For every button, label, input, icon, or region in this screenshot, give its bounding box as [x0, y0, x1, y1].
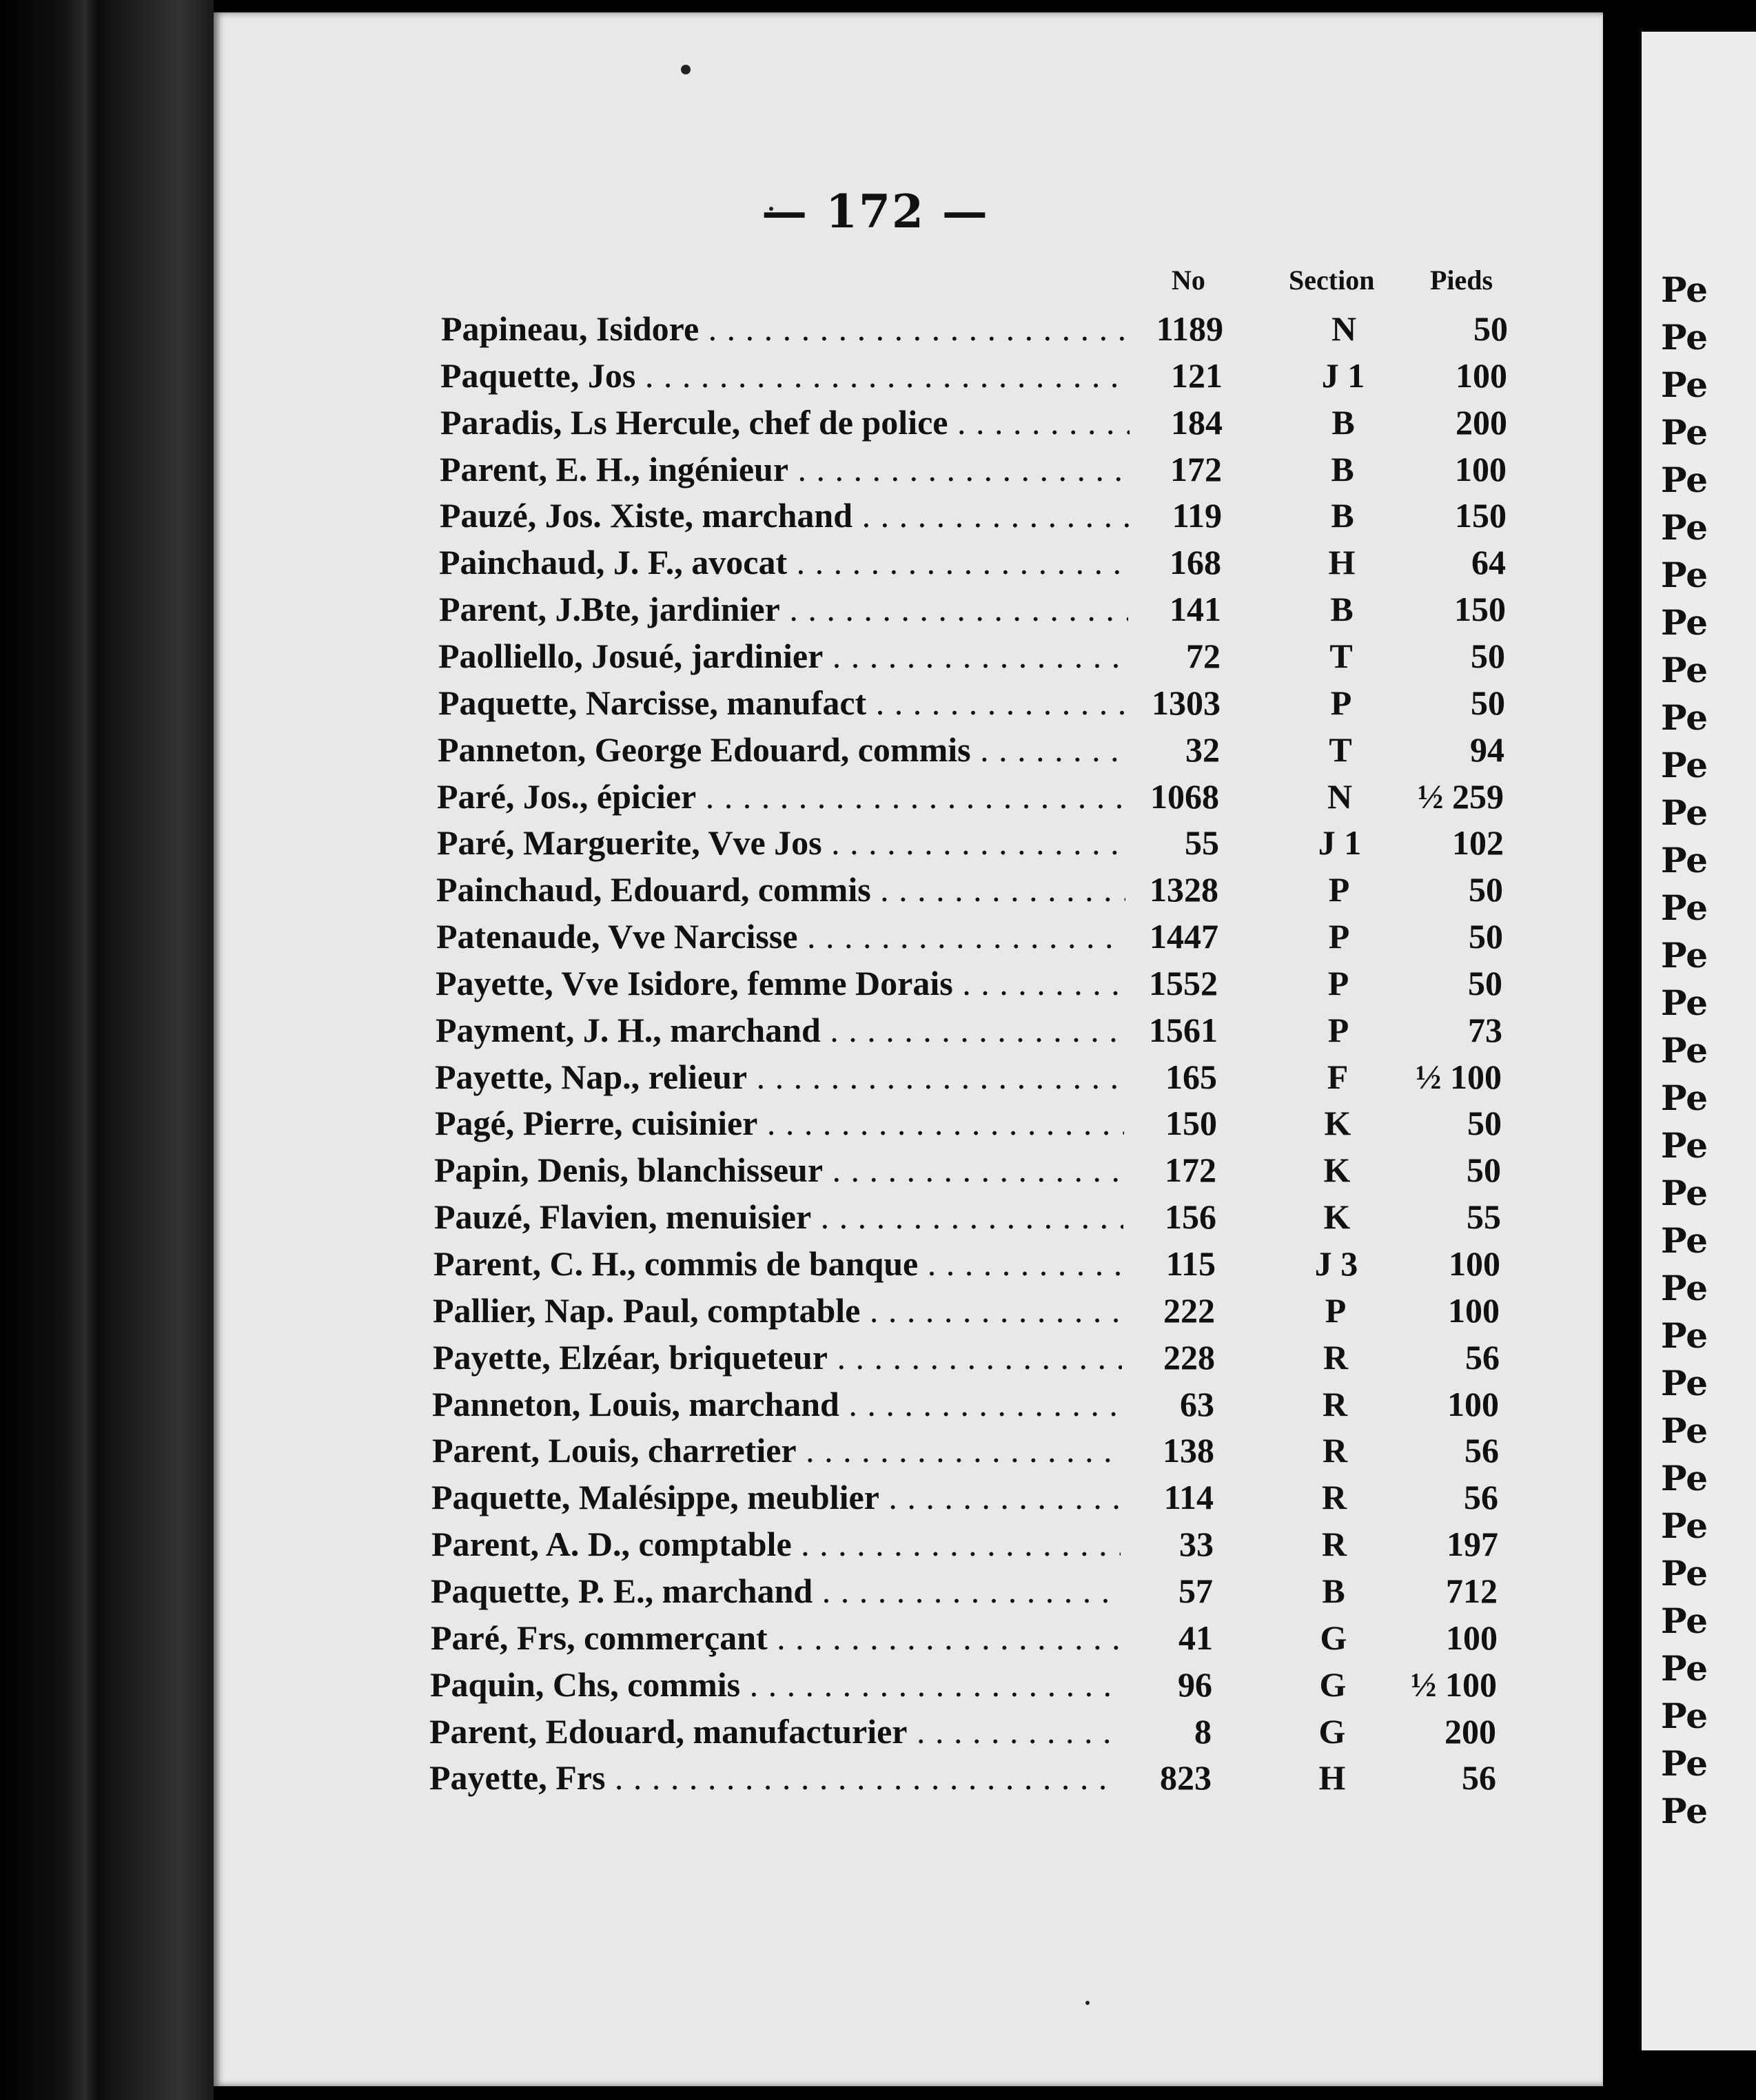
facing-page-fragment: Pe	[1661, 602, 1708, 643]
entry-section: R	[1323, 1337, 1349, 1377]
entry-number: 1189	[1156, 309, 1223, 348]
entry-name	[435, 1055, 1124, 1100]
leader-dots	[918, 1244, 1123, 1283]
facing-page-fragment: Pe	[1661, 1125, 1708, 1166]
entry-name	[436, 914, 1125, 959]
entry-number: 119	[1172, 496, 1222, 535]
entry-name	[431, 1569, 1120, 1614]
entry-name	[429, 1709, 1119, 1754]
entry-name-text: Painchaud, Edouard, commis	[436, 870, 871, 909]
table-row	[0, 867, 1603, 914]
table-row	[0, 634, 1603, 681]
entry-name	[438, 634, 1127, 679]
leader-dots	[747, 1058, 1124, 1096]
table-row	[0, 587, 1603, 634]
entry-pieds: 56	[1464, 1478, 1498, 1517]
entry-name	[441, 307, 1130, 351]
entry-section: T	[1329, 636, 1353, 675]
entry-section: R	[1322, 1431, 1348, 1470]
facing-page-fragment: Pe	[1661, 1268, 1708, 1308]
entry-pieds: 150	[1455, 496, 1507, 535]
table-row	[0, 1008, 1603, 1055]
table-row	[0, 1709, 1603, 1756]
entry-name-text: Paquette, Jos	[440, 356, 636, 395]
entry-number: 55	[1185, 823, 1219, 863]
entry-pieds: 100	[1455, 449, 1507, 488]
leader-dots	[853, 496, 1129, 535]
entry-name-text: Paradis, Ls Hercule, chef de police	[440, 402, 948, 442]
entry-name-text: Panneton, George Edouard, commis	[438, 730, 971, 769]
facing-page-fragment: Pe	[1661, 1458, 1708, 1499]
entry-name	[438, 681, 1127, 725]
entry-name-text: Paquin, Chs, commis	[430, 1665, 741, 1704]
facing-page-fragment: Pe	[1661, 364, 1708, 405]
entry-pieds: 50	[1471, 683, 1505, 722]
entry-name	[432, 1382, 1121, 1427]
leader-dots	[948, 403, 1130, 442]
table-row	[0, 307, 1603, 353]
entry-pieds: 50	[1469, 870, 1503, 909]
table-row	[0, 1522, 1603, 1569]
entry-pieds: 100	[1456, 356, 1507, 395]
leader-dots	[866, 683, 1127, 722]
table-row	[0, 774, 1603, 821]
facing-page-fragment: Pe	[1661, 650, 1708, 690]
entry-number: 57	[1178, 1571, 1213, 1610]
entry-number: 96	[1178, 1665, 1212, 1704]
entry-section: J 3	[1314, 1244, 1358, 1283]
entry-pieds: 100	[1449, 1244, 1500, 1283]
entry-number: 114	[1163, 1478, 1214, 1517]
leader-dots	[740, 1665, 1119, 1704]
entry-section: B	[1331, 496, 1354, 535]
facing-page-fragment: Pe	[1661, 1553, 1708, 1594]
facing-page-fragment: Pe	[1661, 1410, 1708, 1451]
entry-number: 41	[1178, 1618, 1213, 1657]
entry-name	[431, 1522, 1121, 1567]
table-row	[0, 821, 1603, 867]
facing-page-fragment: Pe	[1661, 887, 1708, 928]
entry-name-text: Pauzé, Flavien, menuisier	[434, 1197, 812, 1237]
entry-name-text: Panneton, Louis, marchand	[432, 1384, 839, 1423]
entry-section: P	[1330, 683, 1352, 722]
entry-section: R	[1321, 1478, 1347, 1517]
entry-section: B	[1322, 1571, 1345, 1610]
table-row	[0, 1382, 1603, 1429]
entry-name	[431, 1616, 1120, 1660]
page-number: — 172 —	[762, 185, 989, 238]
table-row	[0, 681, 1603, 728]
table-row	[0, 1148, 1603, 1195]
entry-pieds: ½ 259	[1418, 776, 1504, 816]
entry-name	[433, 1242, 1123, 1286]
ink-speck	[681, 65, 691, 74]
leader-dots	[757, 1104, 1124, 1142]
entry-name-text: Patenaude, Vve Narcisse	[436, 917, 798, 956]
entry-name-text: Parent, A. D., comptable	[431, 1525, 792, 1564]
facing-page-fragment: Pe	[1661, 412, 1708, 453]
entry-pieds: 102	[1452, 823, 1504, 863]
entry-number: 150	[1165, 1104, 1217, 1143]
entry-section: K	[1324, 1104, 1351, 1143]
entry-pieds: ½ 100	[1416, 1057, 1502, 1096]
leader-dots	[811, 1197, 1123, 1236]
entry-name	[431, 1475, 1121, 1520]
entry-name-text: Parent, Edouard, manufacturier	[429, 1711, 908, 1751]
facing-page-fragment: Pe	[1661, 317, 1708, 358]
entry-name-text: Painchaud, J. F., avocat	[439, 543, 788, 582]
entry-pieds: 100	[1448, 1290, 1500, 1330]
entry-number: 1552	[1149, 963, 1218, 1002]
entry-name	[436, 961, 1125, 1006]
entry-number: 121	[1171, 356, 1223, 395]
facing-page-fragment: Pe	[1661, 792, 1708, 833]
entry-name	[436, 1008, 1125, 1053]
entry-name	[440, 353, 1130, 398]
column-header-section: Section	[1289, 265, 1375, 296]
leader-dots	[907, 1712, 1119, 1751]
table-row	[0, 961, 1603, 1008]
entry-section: H	[1328, 543, 1356, 582]
ink-speck	[1085, 2001, 1090, 2005]
entry-pieds: 56	[1464, 1431, 1499, 1470]
facing-page-fragment: Pe	[1661, 1173, 1708, 1213]
table-row	[0, 1288, 1603, 1335]
entry-pieds: 55	[1467, 1197, 1501, 1237]
entry-pieds: 50	[1467, 1104, 1502, 1143]
entry-section: P	[1328, 870, 1350, 909]
leader-dots	[971, 730, 1127, 769]
leader-dots	[792, 1525, 1121, 1563]
entry-pieds: 73	[1468, 1010, 1502, 1049]
entry-name	[439, 540, 1128, 585]
entry-name-text: Payette, Frs	[429, 1758, 606, 1798]
leader-dots	[823, 1151, 1123, 1189]
column-header-pieds: Pieds	[1430, 265, 1493, 296]
entry-section: B	[1330, 590, 1354, 629]
entry-section: N	[1331, 309, 1357, 348]
table-row	[0, 400, 1603, 447]
entry-pieds: 150	[1454, 590, 1506, 629]
entry-pieds: 50	[1473, 309, 1508, 348]
table-row	[0, 1616, 1603, 1662]
facing-page-fragment: Pe	[1661, 935, 1708, 976]
entry-name	[439, 587, 1128, 632]
entry-name-text: Paré, Marguerite, Vve Jos	[437, 823, 822, 863]
column-header-no: No	[1172, 265, 1205, 296]
entry-name	[429, 1756, 1119, 1800]
entry-name	[440, 493, 1129, 538]
entry-section: K	[1323, 1151, 1351, 1190]
page-gutter	[1603, 0, 1642, 2100]
entry-pieds: 50	[1467, 1151, 1501, 1190]
entry-section: B	[1331, 402, 1355, 442]
entry-name-text: Payment, J. H., marchand	[436, 1010, 821, 1049]
entry-name-text: Paquette, Malésippe, meublier	[431, 1478, 879, 1517]
entry-name-text: Papin, Denis, blanchisseur	[434, 1151, 824, 1190]
facing-page-fragment: Pe	[1661, 460, 1708, 500]
facing-page-fragment: Pe	[1661, 1220, 1708, 1261]
table-row	[0, 914, 1603, 961]
leader-dots	[822, 823, 1126, 862]
facing-page-fragment: Pe	[1661, 982, 1708, 1023]
entry-section: B	[1331, 449, 1354, 488]
leader-dots	[953, 964, 1125, 1002]
entry-name-text: Pallier, Nap. Paul, comptable	[433, 1290, 861, 1330]
entry-name	[433, 1335, 1122, 1380]
entry-name	[437, 821, 1126, 865]
leader-dots	[797, 1431, 1121, 1470]
table-row	[0, 447, 1603, 494]
facing-page-edge	[1642, 32, 1756, 2050]
entry-number: 141	[1170, 590, 1221, 629]
entry-number: 8	[1194, 1711, 1212, 1751]
leader-dots	[699, 309, 1130, 348]
entry-name	[435, 1101, 1124, 1146]
table-row	[0, 1756, 1603, 1802]
table-row	[0, 540, 1603, 587]
facing-page-fragment: Pe	[1661, 1505, 1708, 1546]
table-row	[0, 1475, 1603, 1522]
entry-pieds: 64	[1471, 543, 1506, 582]
entry-name	[432, 1428, 1121, 1473]
facing-page-fragment: Pe	[1661, 1600, 1708, 1641]
entry-section: P	[1325, 1290, 1347, 1330]
entry-name	[440, 447, 1129, 492]
entry-number: 72	[1186, 636, 1221, 675]
facing-page-fragment: Pe	[1661, 1696, 1708, 1736]
facing-page-fragment: Pe	[1661, 697, 1708, 738]
leader-dots	[798, 917, 1126, 956]
entry-pieds: 712	[1446, 1571, 1498, 1610]
table-row	[0, 1195, 1603, 1242]
entry-name-text: Payette, Elzéar, briqueteur	[433, 1337, 828, 1377]
entry-pieds: 100	[1447, 1384, 1499, 1423]
facing-page-fragment: Pe	[1661, 269, 1708, 310]
entry-name	[430, 1662, 1119, 1707]
entry-section: P	[1327, 1010, 1349, 1049]
leader-dots	[696, 777, 1126, 816]
facing-page-fragment: Pe	[1661, 1648, 1708, 1689]
facing-page-fragment: Pe	[1661, 1030, 1708, 1071]
leader-dots	[871, 870, 1125, 909]
table-row	[0, 1101, 1603, 1148]
entry-name-text: Parent, E. H., ingénieur	[440, 449, 789, 488]
table-row	[0, 1569, 1603, 1616]
entry-number: 1328	[1150, 870, 1218, 909]
entry-name-text: Paré, Jos., épicier	[437, 776, 697, 816]
entry-pieds: 197	[1447, 1525, 1498, 1564]
facing-page-fragment: Pe	[1661, 1315, 1708, 1356]
entry-section: G	[1319, 1665, 1347, 1704]
facing-page-fragment: Pe	[1661, 1791, 1708, 1831]
entry-section: N	[1327, 776, 1353, 816]
entry-pieds: 50	[1469, 917, 1503, 956]
entry-section: P	[1327, 963, 1349, 1002]
facing-page-fragment: Pe	[1661, 1363, 1708, 1403]
entry-name-text: Paré, Frs, commerçant	[431, 1618, 768, 1657]
table-row	[0, 1335, 1603, 1382]
facing-page-fragment: Pe	[1661, 840, 1708, 881]
entry-section: H	[1318, 1758, 1346, 1798]
entry-number: 168	[1170, 543, 1221, 582]
entry-section: G	[1318, 1711, 1346, 1751]
entry-section: G	[1320, 1618, 1347, 1657]
leader-dots	[768, 1618, 1120, 1657]
entry-name-text: Parent, J.Bte, jardinier	[439, 590, 780, 629]
entry-pieds: 50	[1471, 636, 1505, 675]
entry-section: F	[1327, 1057, 1349, 1096]
leader-dots	[787, 543, 1128, 581]
table-row	[0, 353, 1603, 400]
entry-number: 165	[1165, 1057, 1217, 1096]
table-row	[0, 1428, 1603, 1475]
facing-page-fragment: Pe	[1661, 555, 1708, 595]
entry-name	[437, 774, 1126, 819]
entry-number: 172	[1165, 1151, 1216, 1190]
entry-section: J 1	[1321, 356, 1365, 395]
leader-dots	[788, 450, 1129, 488]
entry-number: 1561	[1149, 1010, 1218, 1049]
entry-section: R	[1321, 1525, 1347, 1564]
table-row	[0, 728, 1603, 774]
leader-dots	[605, 1758, 1119, 1797]
leader-dots	[813, 1572, 1120, 1610]
entry-name	[440, 400, 1130, 445]
leader-dots	[780, 590, 1128, 628]
entry-pieds: 56	[1465, 1337, 1500, 1377]
entry-name-text: Payette, Vve Isidore, femme Dorais	[436, 963, 953, 1002]
entry-pieds: 94	[1470, 730, 1504, 769]
entry-name	[434, 1148, 1123, 1193]
entry-name-text: Parent, Louis, charretier	[432, 1431, 797, 1470]
facing-page-fragment: Pe	[1661, 745, 1708, 785]
facing-page-fragment: Pe	[1661, 1743, 1708, 1784]
leader-dots	[821, 1011, 1125, 1049]
entry-section: P	[1328, 917, 1350, 956]
table-row	[0, 1242, 1603, 1288]
entry-section: T	[1329, 730, 1352, 769]
table-row	[0, 493, 1603, 540]
entry-pieds: 100	[1446, 1618, 1498, 1657]
entry-number: 115	[1165, 1244, 1216, 1283]
entry-number: 1447	[1150, 917, 1218, 956]
entry-number: 228	[1163, 1337, 1215, 1377]
leader-dots	[839, 1385, 1121, 1423]
entry-number: 138	[1163, 1431, 1214, 1470]
entry-number: 32	[1185, 730, 1220, 769]
entry-name-text: Parent, C. H., commis de banque	[433, 1244, 919, 1283]
entry-section: K	[1323, 1197, 1351, 1237]
leader-dots	[879, 1478, 1121, 1516]
entry-name	[436, 867, 1125, 912]
entry-name-text: Paolliello, Josué, jardinier	[438, 636, 824, 675]
entry-pieds: 200	[1444, 1711, 1496, 1751]
entry-number: 63	[1180, 1384, 1214, 1423]
entry-section: J 1	[1318, 823, 1362, 863]
entry-name-text: Pagé, Pierre, cuisinier	[435, 1104, 758, 1143]
entry-section: R	[1322, 1384, 1348, 1423]
leader-dots	[823, 637, 1127, 675]
entry-pieds: 200	[1456, 402, 1507, 442]
entry-number: 33	[1179, 1525, 1214, 1564]
entry-pieds: 56	[1462, 1758, 1496, 1798]
entry-name	[434, 1195, 1123, 1239]
entry-number: 156	[1165, 1197, 1216, 1237]
entry-number: 1068	[1150, 776, 1219, 816]
entry-name	[438, 728, 1127, 772]
entry-number: 172	[1170, 449, 1222, 488]
facing-page-fragment: Pe	[1661, 1078, 1708, 1118]
entry-name-text: Payette, Nap., relieur	[435, 1057, 748, 1096]
entry-name-text: Papineau, Isidore	[441, 309, 700, 348]
entry-name	[433, 1288, 1122, 1333]
entry-pieds: 50	[1468, 963, 1502, 1002]
entry-number: 1303	[1152, 683, 1221, 722]
facing-page-fragment: Pe	[1661, 507, 1708, 548]
entry-name-text: Paquette, Narcisse, manufact	[438, 683, 867, 722]
leader-dots	[635, 356, 1130, 395]
entry-number: 823	[1160, 1758, 1212, 1798]
entry-number: 222	[1163, 1290, 1215, 1330]
entry-pieds: ½ 100	[1411, 1665, 1497, 1704]
table-row	[0, 1055, 1603, 1102]
leader-dots	[828, 1338, 1122, 1377]
entry-name-text: Pauzé, Jos. Xiste, marchand	[440, 496, 853, 535]
table-row	[0, 1662, 1603, 1709]
entry-number: 184	[1171, 402, 1223, 442]
leader-dots	[860, 1291, 1122, 1330]
entry-name-text: Paquette, P. E., marchand	[431, 1571, 813, 1610]
